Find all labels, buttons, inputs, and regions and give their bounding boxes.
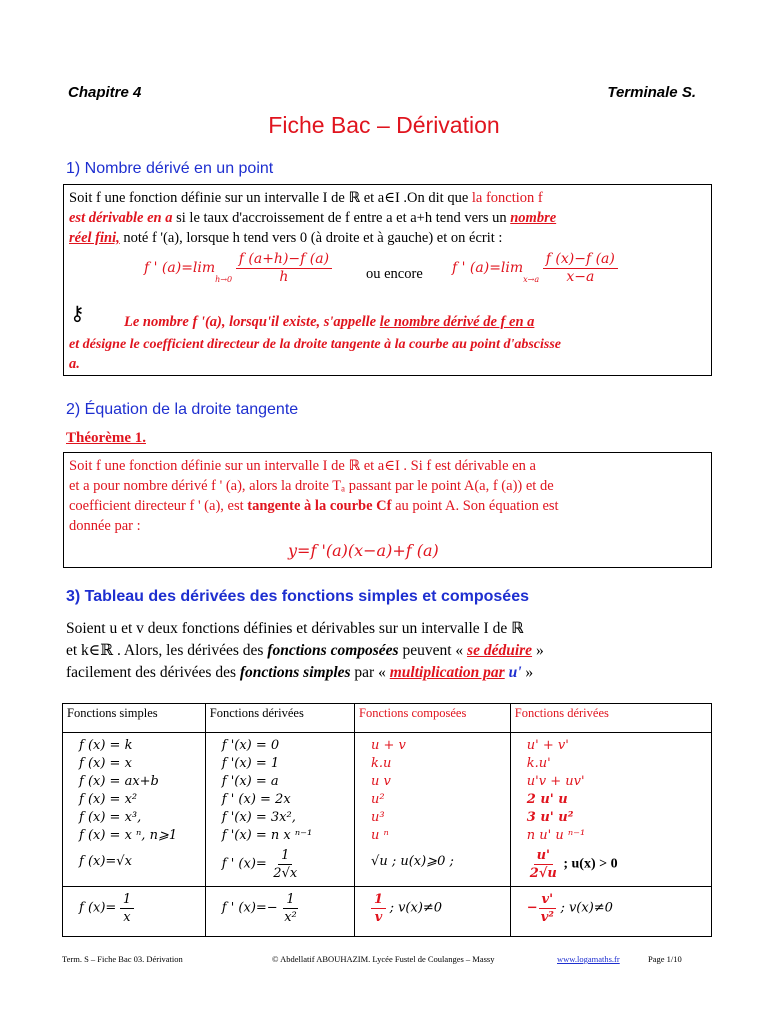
derivative-formula-2 <box>452 251 618 286</box>
cell-line: 3 u' u² <box>526 810 574 825</box>
cell-line: k.u <box>371 756 392 771</box>
table-cell-composed-derivative <box>510 887 711 937</box>
section-3-heading: 3) Tableau des dérivées des fonctions simples et composées <box>66 588 529 605</box>
cell-line: f (x) = x² <box>79 792 138 807</box>
text: Le nombre f '(a), lorsqu'il existe, s'appelle <box>124 314 377 330</box>
text: ; v(x)≠0 <box>560 900 613 916</box>
page-title: Fiche Bac – Dérivation <box>268 112 500 138</box>
col-header-simple-functions: Fonctions simples <box>63 704 206 733</box>
reals-symbol: ℝ <box>348 458 361 474</box>
reals-symbol: ℝ <box>511 620 524 637</box>
highlight-text: est dérivable en a <box>69 210 173 226</box>
fraction <box>371 891 386 926</box>
cell-line: f (x) = ax+b <box>79 774 159 789</box>
footer-left: Term. S – Fiche Bac 03. Dérivation <box>62 954 183 964</box>
numerator: 1 <box>283 891 297 909</box>
text: et a∈I .On dit que <box>363 190 469 206</box>
cell-line: f (x)=√x <box>79 854 132 869</box>
limit-subscript <box>523 254 539 284</box>
denominator: v <box>374 910 383 925</box>
definition-box <box>63 184 712 376</box>
highlight-text: u' <box>508 664 522 681</box>
numerator: f (x)−f (a) <box>543 251 618 269</box>
theorem-line-2: et a pour nombre dérivé f ' (a), alors la droite Tₐ passant par le point A(a, f (a)) et de <box>69 478 554 494</box>
table-header-row <box>63 704 712 733</box>
fraction <box>527 847 560 882</box>
text: ; v(x)≠0 <box>389 900 443 916</box>
definition-line-2 <box>69 209 556 228</box>
text: fonctions composées <box>267 642 399 659</box>
class-level-label: Terminale S. <box>607 84 696 101</box>
theorem-line-1 <box>69 457 536 476</box>
cell-line: 2 u' u <box>526 792 568 807</box>
text: au point A. Son équation est <box>395 498 559 514</box>
note-line-1 <box>124 313 534 332</box>
table-cell-simple-derivative <box>205 733 354 887</box>
ou-encore-text: ou encore <box>366 266 423 282</box>
fraction <box>236 251 332 286</box>
footer-website-link[interactable]: www.logamaths.fr <box>557 954 620 964</box>
cell-line: f (x) = x <box>79 756 132 771</box>
limit-subscript <box>215 254 232 284</box>
formula-text: f ' (a)=lim <box>144 259 216 276</box>
numerator: 1 <box>278 847 292 865</box>
highlight-text: multiplication par <box>389 664 505 681</box>
cell-line: f '(x) = n x ⁿ⁻¹ <box>221 828 313 843</box>
cell-line: √u ; u(x)⩾0 ; <box>371 854 454 869</box>
text: Soient u et v deux fonctions définies et dérivables sur un intervalle I de <box>66 620 508 637</box>
denominator: h <box>279 269 289 285</box>
table-row <box>63 887 712 937</box>
highlight-text: nombre <box>510 210 557 226</box>
highlight-text: réel fini, <box>69 230 120 246</box>
text: » <box>525 664 534 681</box>
text: peuvent « <box>402 642 464 659</box>
intro-line-2 <box>66 640 544 662</box>
col-header-composed-derivatives: Fonctions dérivées <box>510 704 711 733</box>
denominator: v² <box>540 910 554 925</box>
denominator: x² <box>284 910 297 925</box>
definition-line-1 <box>69 189 543 208</box>
cell-line: k.u' <box>526 756 551 771</box>
table-cell-simple <box>63 887 206 937</box>
cell-line: u'v + uv' <box>526 774 585 789</box>
section-2-heading: 2) Équation de la droite tangente <box>66 401 299 418</box>
cell-line: u + v <box>371 738 406 753</box>
numerator: u' <box>534 847 553 865</box>
text: noté f '(a), lorsque h tend vers 0 (à droite et à gauche) et on écrit : <box>123 230 503 246</box>
cell-line <box>527 847 707 882</box>
footer-page-number: Page 1/10 <box>648 954 682 964</box>
theorem-label: Théorème 1. <box>66 430 146 446</box>
table-row <box>63 733 712 887</box>
cell-line <box>222 847 350 882</box>
cell-line: u v <box>371 774 391 789</box>
col-header-simple-derivatives: Fonctions dérivées <box>205 704 354 733</box>
definition-line-3 <box>69 229 502 248</box>
cell-line: u' + v' <box>526 738 569 753</box>
text: − <box>526 900 538 916</box>
cell-line: f ' (x) = 2x <box>221 792 291 807</box>
tangent-equation: y=f '(a)(x−a)+f (a) <box>288 541 439 560</box>
cell-line: u³ <box>371 810 385 825</box>
theorem-line-3 <box>69 497 559 516</box>
derivatives-table <box>62 703 712 937</box>
numerator: f (a+h)−f (a) <box>236 251 332 269</box>
text: Soit f une fonction définie sur un intervalle I de <box>69 190 345 206</box>
denominator: x−a <box>566 269 595 285</box>
table-cell-simple-derivative <box>205 887 354 937</box>
numerator: v' <box>539 891 557 909</box>
intro-line-1 <box>66 618 544 640</box>
cell-line: f '(x) = a <box>221 774 279 789</box>
formula-text: f ' (a)=lim <box>452 259 524 276</box>
chapter-label: Chapitre 4 <box>68 84 142 101</box>
footer-author: © Abdellatif ABOUHAZIM. Lycée Fustel de Coulanges – Massy <box>272 954 495 964</box>
text: f ' (x)= <box>221 856 267 872</box>
text: si le taux d'accroissement de f entre a et a+h tend vers un <box>176 210 507 226</box>
table-cell-simple <box>63 733 206 887</box>
derivative-formula-1 <box>144 251 332 286</box>
cell-line: u² <box>371 792 385 807</box>
col-header-composed-functions: Fonctions composées <box>355 704 511 733</box>
key-icon: ⚷ <box>70 303 85 325</box>
cell-line: f (x) = x³, <box>79 810 142 825</box>
reals-symbol: ℝ <box>348 190 361 206</box>
text: tangente à la courbe Cf <box>247 498 392 514</box>
intro-line-3 <box>66 662 544 684</box>
highlight-text: la fonction f <box>471 190 543 206</box>
cell-line: f (x) = k <box>79 738 133 753</box>
fraction <box>270 847 300 882</box>
denominator: x <box>123 910 131 925</box>
theorem-line-4: donnée par : <box>69 518 141 534</box>
highlight-text: se déduire <box>467 642 533 659</box>
denominator: 2√x <box>273 866 298 881</box>
note-line-2: et désigne le coefficient directeur de la droite tangente à la courbe au point d'abscisse <box>69 337 562 352</box>
cell-line: f '(x) = 3x², <box>221 810 296 825</box>
text: fonctions simples <box>239 664 351 681</box>
cell-line: u ⁿ <box>371 828 389 843</box>
fraction <box>543 251 618 286</box>
section-1-heading: 1) Nombre dérivé en un point <box>66 160 274 177</box>
numerator: 1 <box>120 891 134 909</box>
text: et k∈ℝ . Alors, les dérivées des <box>66 642 264 659</box>
text: f (x)= <box>79 900 117 916</box>
table-cell-composed <box>355 733 511 887</box>
text: Soit f une fonction définie sur un intervalle I de <box>69 458 345 474</box>
limit-variable: h→0 <box>215 274 233 284</box>
text: f ' (x)=− <box>221 900 278 916</box>
note-line-3: a. <box>69 356 80 372</box>
table-cell-composed-derivative <box>510 733 711 887</box>
text: par « <box>354 664 386 681</box>
cell-line: f '(x) = 0 <box>221 738 280 753</box>
denominator: 2√u <box>529 866 557 881</box>
cell-line: f (x) = x ⁿ, n⩾1 <box>79 828 178 843</box>
cell-line: n u' u ⁿ⁻¹ <box>526 828 586 843</box>
numerator: 1 <box>371 891 386 909</box>
text: coefficient directeur f ' (a), est <box>69 498 244 514</box>
text: le nombre dérivé de f en a <box>379 314 535 330</box>
fraction <box>538 891 557 926</box>
fraction <box>281 891 300 926</box>
cell-line: f '(x) = 1 <box>221 756 280 771</box>
table-cell-composed <box>355 887 511 937</box>
theorem-box <box>63 452 712 568</box>
limit-variable: x→a <box>523 274 540 284</box>
text: et a∈I . Si f est dérivable en a <box>363 458 536 474</box>
text: ; u(x) > 0 <box>563 856 618 872</box>
section-3-intro <box>66 618 544 684</box>
text: facilement des dérivées des <box>66 664 236 681</box>
text: » <box>535 642 544 659</box>
fraction <box>120 891 134 926</box>
